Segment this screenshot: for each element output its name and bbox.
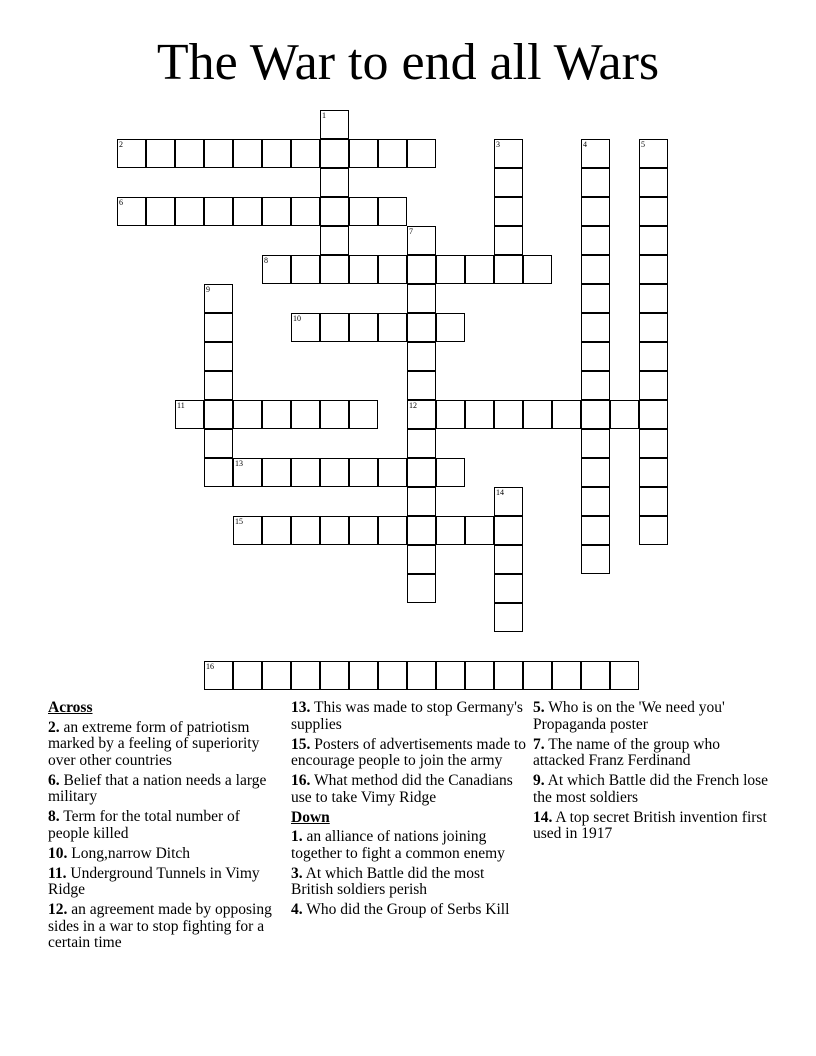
grid-cell[interactable] [291,516,320,545]
clue-across [291,700,527,733]
grid-cell[interactable] [378,255,407,284]
grid-cell[interactable] [262,197,291,226]
grid-cell[interactable] [233,139,262,168]
clue-down [533,737,769,770]
grid-cell[interactable] [349,255,378,284]
grid-cell[interactable] [494,487,523,516]
grid-cell[interactable] [233,661,262,690]
grid-cell[interactable] [262,516,291,545]
grid-cell[interactable] [639,342,668,371]
grid-cell[interactable] [639,197,668,226]
grid-cell[interactable] [320,226,349,255]
clue-text: At which Battle did the most British soldiers perish [291,864,485,898]
grid-cell[interactable] [581,197,610,226]
grid-cell[interactable] [494,400,523,429]
grid-cell[interactable] [233,400,262,429]
clue-text: Term for the total number of people killed [48,808,240,842]
grid-cell[interactable] [320,197,349,226]
grid-cell[interactable] [581,371,610,400]
clue-number: 13 [235,459,243,468]
grid-cell[interactable] [494,226,523,255]
grid-cell[interactable] [378,197,407,226]
grid-cell[interactable] [523,661,552,690]
grid-cell[interactable] [523,255,552,284]
grid-cell[interactable] [378,516,407,545]
clue-number: 5. [533,699,545,716]
grid-cell[interactable] [204,429,233,458]
grid-cell[interactable] [262,400,291,429]
grid-cell[interactable] [407,313,436,342]
grid-cell[interactable] [378,139,407,168]
grid-cell[interactable] [639,226,668,255]
clue-number: 16 [206,662,214,671]
grid-cell[interactable] [117,197,146,226]
grid-cell[interactable] [320,458,349,487]
grid-cell[interactable] [407,342,436,371]
grid-cell[interactable] [581,313,610,342]
clue-text: Underground Tunnels in Vimy Ridge [48,864,260,898]
clue-text: Long,narrow Ditch [67,844,191,862]
grid-cell[interactable] [204,197,233,226]
grid-cell[interactable] [523,400,552,429]
grid-cell[interactable] [465,661,494,690]
clue-number: 9 [206,285,210,294]
clue-across [48,720,284,770]
grid-cell[interactable] [581,429,610,458]
grid-cell[interactable] [175,139,204,168]
grid-cell[interactable] [175,197,204,226]
clue-across [291,773,527,806]
grid-cell[interactable] [581,661,610,690]
grid-cell[interactable] [291,458,320,487]
grid-cell[interactable] [233,197,262,226]
grid-cell[interactable] [291,197,320,226]
grid-cell[interactable] [494,197,523,226]
clue-text: an alliance of nations joining together to fight a common enemy [291,828,505,862]
grid-cell[interactable] [552,661,581,690]
clue-number: 1. [291,828,303,845]
grid-cell[interactable] [581,139,610,168]
grid-cell[interactable] [494,168,523,197]
clue-text: A top secret British invention first used in 1917 [533,808,767,842]
clue-number: 9. [533,772,545,789]
clue-number: 3 [496,140,500,149]
grid-cell[interactable] [262,255,291,284]
grid-cell[interactable] [320,400,349,429]
clue-number: 10. [48,844,68,862]
grid-cell[interactable] [378,458,407,487]
clue-down [291,866,527,899]
grid-cell[interactable] [581,516,610,545]
grid-cell[interactable] [378,661,407,690]
grid-cell[interactable] [639,429,668,458]
clue-text: an extreme form of patriotism marked by a feeling of superiority over other countries [48,718,260,769]
grid-cell[interactable] [407,574,436,603]
clue-across [291,737,527,770]
clue-number: 7 [409,227,413,236]
grid-cell[interactable] [320,110,349,139]
clue-across [48,902,284,952]
grid-cell[interactable] [204,313,233,342]
grid-cell[interactable] [233,516,262,545]
clue-across [48,846,284,863]
clues-column-2 [291,700,527,922]
grid-cell[interactable] [407,545,436,574]
clue-number: 3. [291,864,303,882]
grid-cell[interactable] [407,429,436,458]
grid-cell[interactable] [320,255,349,284]
grid-cell[interactable] [639,255,668,284]
clue-text: an agreement made by opposing sides in a war to stop fighting for a certain time [48,901,272,951]
grid-cell[interactable] [349,516,378,545]
grid-cell[interactable] [639,516,668,545]
clue-text: This was made to stop Germany's supplies [291,699,523,733]
grid-cell[interactable] [349,661,378,690]
grid-cell[interactable] [436,458,465,487]
grid-cell[interactable] [349,139,378,168]
clue-number: 8. [48,808,60,825]
clue-number: 2 [119,140,123,149]
clue-across [48,809,284,842]
grid-cell[interactable] [610,661,639,690]
clue-number: 14 [496,488,504,497]
clue-text: Who is on the 'We need you' Propaganda poster [533,699,725,733]
grid-cell[interactable] [407,371,436,400]
clue-number: 14. [533,808,553,826]
grid-cell[interactable] [552,400,581,429]
grid-cell[interactable] [436,661,465,690]
clue-text: Posters of advertisements made to encourage people to join the army [291,735,527,769]
grid-cell[interactable] [581,545,610,574]
grid-cell[interactable] [581,226,610,255]
grid-cell[interactable] [639,400,668,429]
clue-number: 4. [291,901,303,918]
grid-cell[interactable] [204,342,233,371]
clue-across [48,866,284,899]
across-heading: Across [48,699,93,716]
grid-cell[interactable] [291,313,320,342]
grid-cell[interactable] [436,255,465,284]
clue-text: The name of the group who attacked Franz Ferdinand [533,735,720,769]
grid-cell[interactable] [349,458,378,487]
grid-cell[interactable] [204,284,233,313]
clue-number: 15 [235,517,243,526]
grid-cell[interactable] [320,139,349,168]
clue-number: 1 [322,111,326,120]
grid-cell[interactable] [436,313,465,342]
clue-number: 10 [293,314,301,323]
clue-number: 16. [291,772,311,789]
grid-cell[interactable] [320,516,349,545]
clue-number: 5 [641,140,645,149]
grid-cell[interactable] [262,661,291,690]
grid-cell[interactable] [639,487,668,516]
grid-cell[interactable] [494,574,523,603]
grid-cell[interactable] [204,371,233,400]
grid-cell[interactable] [262,458,291,487]
grid-cell[interactable] [610,400,639,429]
grid-cell[interactable] [291,400,320,429]
grid-cell[interactable] [291,255,320,284]
clue-number: 12 [409,401,417,410]
grid-cell[interactable] [494,661,523,690]
grid-cell[interactable] [581,487,610,516]
clue-across [48,773,284,806]
clue-number: 4 [583,140,587,149]
grid-cell[interactable] [407,139,436,168]
grid-cell[interactable] [639,371,668,400]
clue-number: 12. [48,901,68,918]
clue-down [533,700,769,733]
grid-cell[interactable] [320,313,349,342]
grid-cell[interactable] [204,661,233,690]
clue-down [533,773,769,806]
grid-cell[interactable] [407,487,436,516]
clue-text: Belief that a nation needs a large military [48,771,267,805]
clue-number: 15. [291,735,311,753]
grid-cell[interactable] [204,139,233,168]
clues-column-3 [533,700,769,846]
grid-cell[interactable] [407,255,436,284]
grid-cell[interactable] [291,139,320,168]
page-title: The War to end all Wars [156,34,660,91]
clue-number: 8 [264,256,268,265]
grid-cell[interactable] [494,139,523,168]
grid-cell[interactable] [581,342,610,371]
clue-number: 6. [48,771,60,789]
clue-text: What method did the Canadians use to take Vimy Ridge [291,772,513,806]
clues-column-1 [48,700,284,955]
grid-cell[interactable] [320,661,349,690]
grid-cell[interactable] [407,226,436,255]
grid-cell[interactable] [233,458,262,487]
clue-text: Who did the Group of Serbs Kill [302,901,510,918]
grid-cell[interactable] [581,168,610,197]
grid-cell[interactable] [349,313,378,342]
grid-cell[interactable] [581,284,610,313]
grid-cell[interactable] [407,458,436,487]
grid-cell[interactable] [465,255,494,284]
grid-cell[interactable] [436,516,465,545]
grid-cell[interactable] [407,284,436,313]
grid-cell[interactable] [349,400,378,429]
grid-cell[interactable] [407,516,436,545]
grid-cell[interactable] [639,313,668,342]
grid-cell[interactable] [581,458,610,487]
grid-cell[interactable] [175,400,204,429]
grid-cell[interactable] [262,139,291,168]
grid-cell[interactable] [407,661,436,690]
clue-down [291,829,527,862]
grid-cell[interactable] [117,139,146,168]
grid-cell[interactable] [465,516,494,545]
clue-down [533,810,769,843]
grid-cell[interactable] [204,400,233,429]
down-heading: Down [291,808,330,826]
grid-cell[interactable] [291,661,320,690]
grid-cell[interactable] [494,545,523,574]
clue-number: 7. [533,735,545,753]
grid-cell[interactable] [204,458,233,487]
grid-cell[interactable] [494,516,523,545]
grid-cell[interactable] [581,400,610,429]
grid-cell[interactable] [639,284,668,313]
grid-cell[interactable] [349,197,378,226]
grid-cell[interactable] [436,400,465,429]
grid-cell[interactable] [378,313,407,342]
grid-cell[interactable] [320,168,349,197]
clue-down [291,902,527,919]
grid-cell[interactable] [146,197,175,226]
grid-cell[interactable] [639,168,668,197]
grid-cell[interactable] [581,255,610,284]
grid-cell[interactable] [494,603,523,632]
clue-text: At which Battle did the French lose the most soldiers [533,772,769,806]
clue-number: 13. [291,699,311,716]
grid-cell[interactable] [639,139,668,168]
clue-number: 11. [48,864,67,882]
grid-cell[interactable] [494,255,523,284]
grid-cell[interactable] [146,139,175,168]
clue-number: 6 [119,198,123,207]
grid-cell[interactable] [407,400,436,429]
clue-number: 2. [48,718,60,736]
grid-cell[interactable] [639,458,668,487]
clue-number: 11 [177,401,185,410]
grid-cell[interactable] [465,400,494,429]
